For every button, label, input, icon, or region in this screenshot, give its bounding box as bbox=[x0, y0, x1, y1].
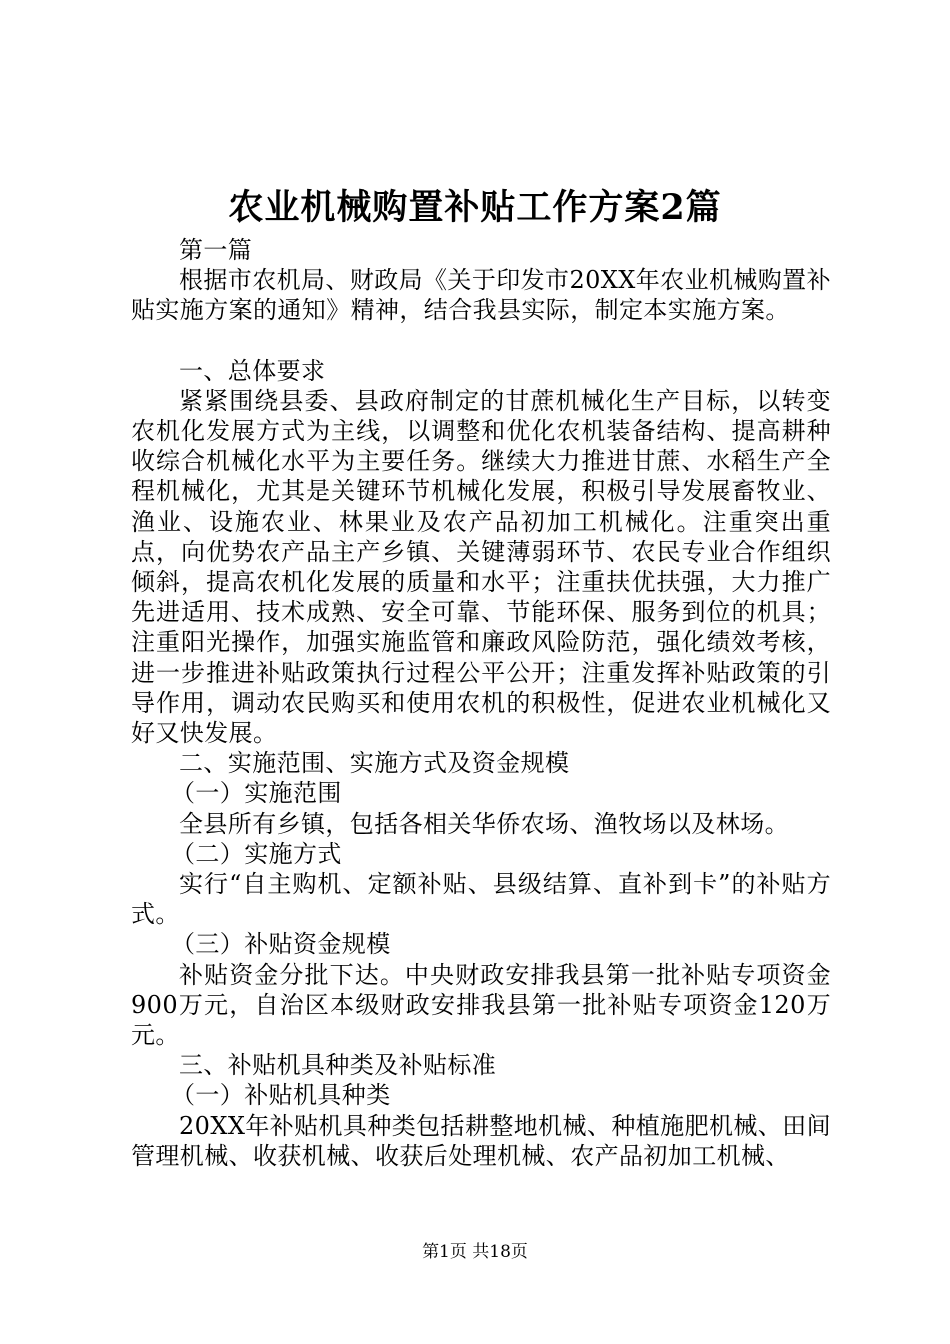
paragraph-machine-types: 20XX年补贴机具种类包括耕整地机械、种植施肥机械、田间管理机械、收获机械、收获后处理机械、农产品初加工机械、 bbox=[131, 1111, 831, 1170]
section-label: 第一篇 bbox=[179, 236, 253, 264]
document-body bbox=[131, 235, 831, 1171]
paragraph-scope: 全县所有乡镇，包括各相关华侨农场、渔牧场以及林场。 bbox=[179, 809, 789, 838]
section-heading-2: 二、实施范围、实施方式及资金规模 bbox=[179, 749, 570, 778]
section-heading-3: 三、补贴机具种类及补贴标准 bbox=[179, 1051, 497, 1080]
paragraph-method: 实行“自主购机、定额补贴、县级结算、直补到卡”的补贴方式。 bbox=[131, 870, 831, 929]
subheading-scope: （一）实施范围 bbox=[171, 779, 342, 808]
section-heading-1: 一、总体要求 bbox=[179, 356, 326, 385]
subheading-funds: （三）补贴资金规模 bbox=[171, 930, 391, 959]
paragraph-funds: 补贴资金分批下达。中央财政安排我县第一批补贴专项资金900万元，自治区本级财政安排我县第一批补贴专项资金120万元。 bbox=[131, 960, 831, 1050]
paragraph-general-requirements: 紧紧围绕县委、县政府制定的甘蔗机械化生产目标，以转变农机化发展方式为主线，以调整和优化农机装备结构、提高耕种收综合机械化水平为主要任务。继续大力推进甘蔗、水稻生产全程机械化，尤其是关键环节机械化发展，积极引导发展畜牧业、渔业、设施农业、林果业及农产品初加工机械化。注重突出重点，向优势农产品主产乡镇、关键薄弱环节、农民专业合作组织倾斜，提高农机化发展的质量和水平；注重扶优扶强，大力推广先进适用、技术成熟、安全可靠、节能环保、服务到位的机具；注重阳光操作，加强实施监管和廉政风险防范，强化绩效考核，进一步推进补贴政策执行过程公平公开；注重发挥补贴政策的引导作用，调动农民购买和使用农机的积极性，促进农业机械化又好又快发展。 bbox=[131, 386, 831, 748]
document-title: 农业机械购置补贴工作方案2篇 bbox=[228, 187, 722, 228]
intro-paragraph: 根据市农机局、财政局《关于印发市20XX年农业机械购置补贴实施方案的通知》精神，结合我县实际，制定本实施方案。 bbox=[131, 266, 831, 325]
subheading-method: （二）实施方式 bbox=[171, 839, 342, 868]
page-footer: 第1页 共18页 bbox=[422, 1242, 528, 1262]
subheading-machine-types: （一）补贴机具种类 bbox=[171, 1081, 391, 1110]
